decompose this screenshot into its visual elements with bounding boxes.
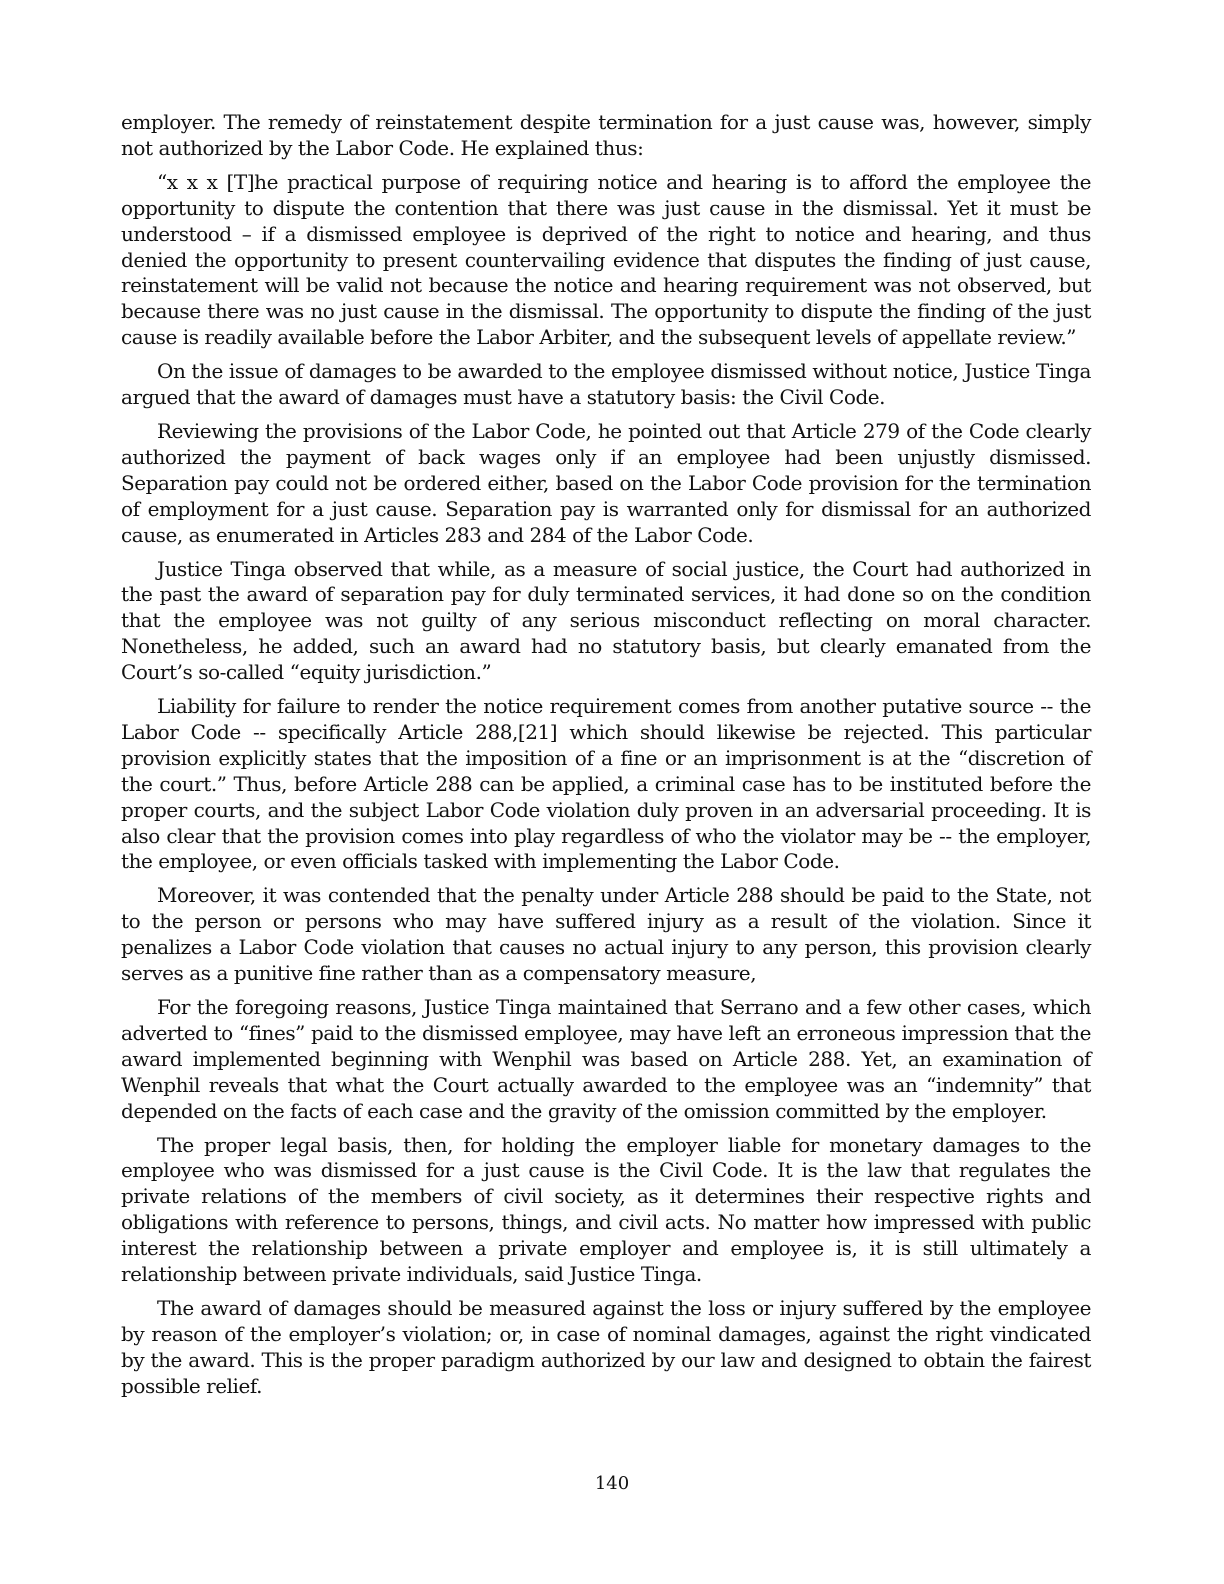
paragraph: On the issue of damages to be awarded to the employee dismissed without notice, Justice Tinga argued that the award of damages must have a statutory basis: the Civil Code. — [121, 359, 1091, 410]
paragraph: Moreover, it was contended that the penalty under Article 288 should be paid to the State, not to the person or persons who may have suffered injury as a result of the violation. Since it penalizes a Labor Code violation that causes no actual injury to any person, this provision clearly serves as a punitive fine rather than as a compensatory measure, — [121, 883, 1091, 986]
document-body — [121, 110, 1091, 1408]
paragraph: Justice Tinga observed that while, as a measure of social justice, the Court had authorized in the past the award of separation pay for duly terminated services, it had done so on the condition that the employee was not guilty of any serious misconduct reflecting on moral character. Nonetheless, he added, such an award had no statutory basis, but clearly emanated from the Court’s so-called “equity jurisdiction.” — [121, 556, 1091, 685]
paragraph: The proper legal basis, then, for holding the employer liable for monetary damages to the employee who was dismissed for a just cause is the Civil Code. It is the law that regulates the private relations of the members of civil society, as it determines their respective rights and obligations with reference to persons, things, and civil acts. No matter how impressed with public interest the relationship between a private employer and employee is, it is still ultimately a relationship between private individuals, said Justice Tinga. — [121, 1132, 1091, 1287]
page-number: 140 — [594, 1473, 630, 1494]
paragraph: Liability for failure to render the notice requirement comes from another putative source -- the Labor Code -- specifically Article 288,[21] which should likewise be rejected. This particular provision explicitly states that the imposition of a fine or an imprisonment is at the “discretion of the court.” Thus, before Article 288 can be applied, a criminal case has to be instituted before the proper courts, and the subject Labor Code violation duly proven in an adversarial proceeding. It is also clear that the provision comes into play regardless of who the violator may be -- the employer, the employee, or even officials tasked with implementing the Labor Code. — [121, 694, 1091, 874]
paragraph: The award of damages should be measured against the loss or injury suffered by the employee by reason of the employer’s violation; or, in case of nominal damages, against the right vindicated by the award. This is the proper paradigm authorized by our law and designed to obtain the fairest possible relief. — [121, 1295, 1091, 1398]
paragraph: For the foregoing reasons, Justice Tinga maintained that Serrano and a few other cases, which adverted to “fines” paid to the dismissed employee, may have left an erroneous impression that the award implemented beginning with Wenphil was based on Article 288. Yet, an examination of Wenphil reveals that what the Court actually awarded to the employee was an “indemnity” that depended on the facts of each case and the gravity of the omission committed by the employer. — [121, 995, 1091, 1123]
paragraph-quotation: “x x x [T]he practical purpose of requiring notice and hearing is to afford the employee the opportunity to dispute the contention that there was just cause in the dismissal. Yet it must be understood – if a dismissed employee is deprived of the right to notice and hearing, and thus denied the opportunity to present countervailing evidence that disputes the finding of just cause, reinstatement will be valid not because the notice and hearing requirement was not observed, but because there was no just cause in the dismissal. The opportunity to dispute the finding of the just cause is readily available before the Labor Arbiter, and the subsequent levels of appellate review.” — [121, 169, 1091, 350]
paragraph-continuation: employer. The remedy of reinstatement despite termination for a just cause was, however, simply not authorized by the Labor Code. He explained thus: — [121, 110, 1091, 160]
paragraph: Reviewing the provisions of the Labor Code, he pointed out that Article 279 of the Code clearly authorized the payment of back wages only if an employee had been unjustly dismissed. Separation pay could not be ordered either, based on the Labor Code provision for the termination of employment for a just cause. Separation pay is warranted only for dismissal for an authorized cause, as enumerated in Articles 283 and 284 of the Labor Code. — [121, 418, 1091, 547]
